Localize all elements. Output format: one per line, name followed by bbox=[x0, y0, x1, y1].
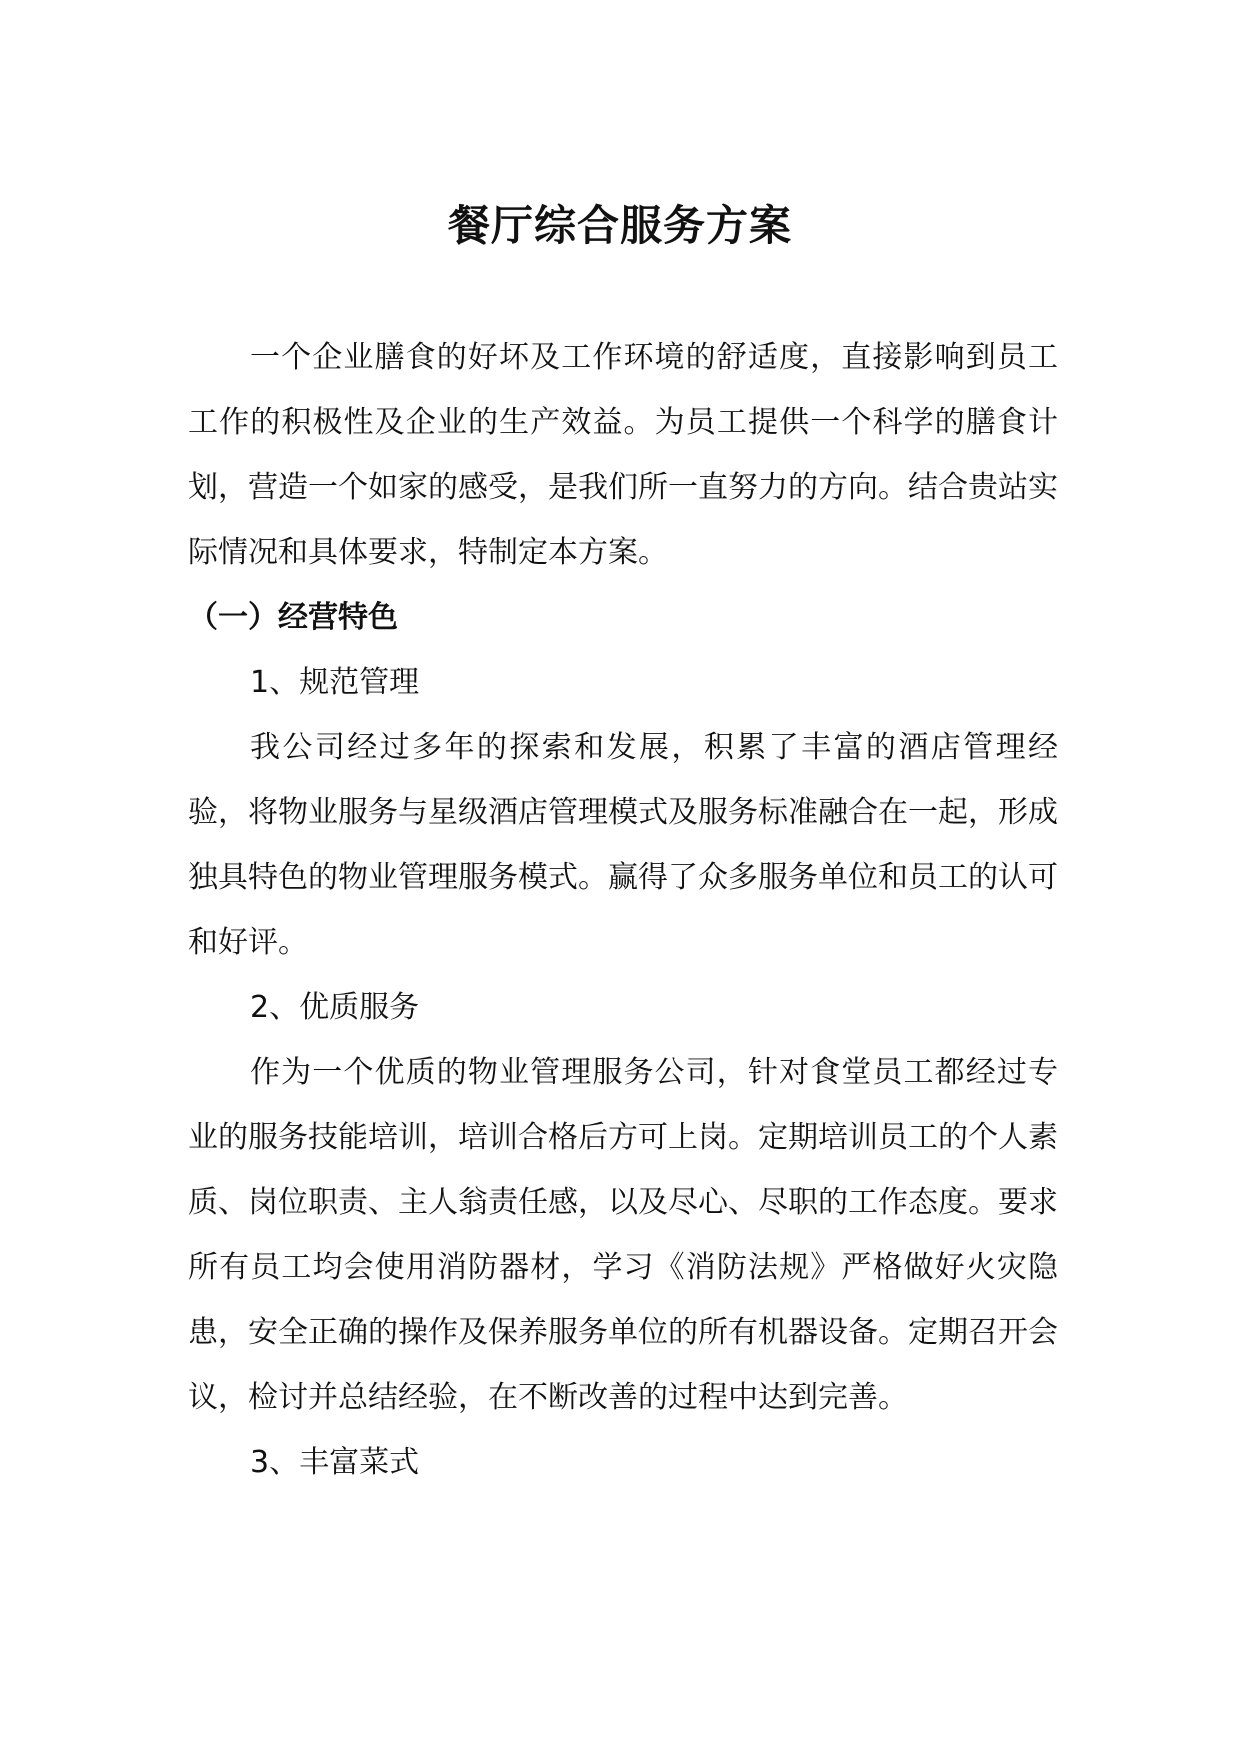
item-paragraph-1: 我公司经过多年的探索和发展，积累了丰富的酒店管理经验，将物业服务与星级酒店管理模式及服务标准融合在一起，形成独具特色的物业管理服务模式。赢得了众多服务单位和员工的认可和好评。 bbox=[188, 730, 1058, 960]
section-heading: （一）经营特色 bbox=[188, 600, 398, 635]
item-title-1: 1、规范管理 bbox=[250, 665, 420, 700]
item-paragraph-2: 作为一个优质的物业管理服务公司，针对食堂员工都经过专业的服务技能培训，培训合格后方可上岗。定期培训员工的个人素质、岗位职责、主人翁责任感，以及尽心、尽职的工作态度。要求所有员工均会使用消防器材，学习《消防法规》严格做好火灾隐患，安全正确的操作及保养服务单位的所有机器设备。定期召开会议，检讨并总结经验，在不断改善的过程中达到完善。 bbox=[188, 1055, 1058, 1415]
item-title-3: 3、丰富菜式 bbox=[250, 1445, 420, 1480]
document-body bbox=[188, 325, 1058, 1495]
intro-paragraph: 一个企业膳食的好坏及工作环境的舒适度，直接影响到员工工作的积极性及企业的生产效益。为员工提供一个科学的膳食计划，营造一个如家的感受，是我们所一直努力的方向。结合贵站实际情况和具体要求，特制定本方案。 bbox=[188, 340, 1058, 570]
item-title-2: 2、优质服务 bbox=[250, 990, 420, 1025]
document-title: 餐厅综合服务方案 bbox=[447, 201, 792, 250]
